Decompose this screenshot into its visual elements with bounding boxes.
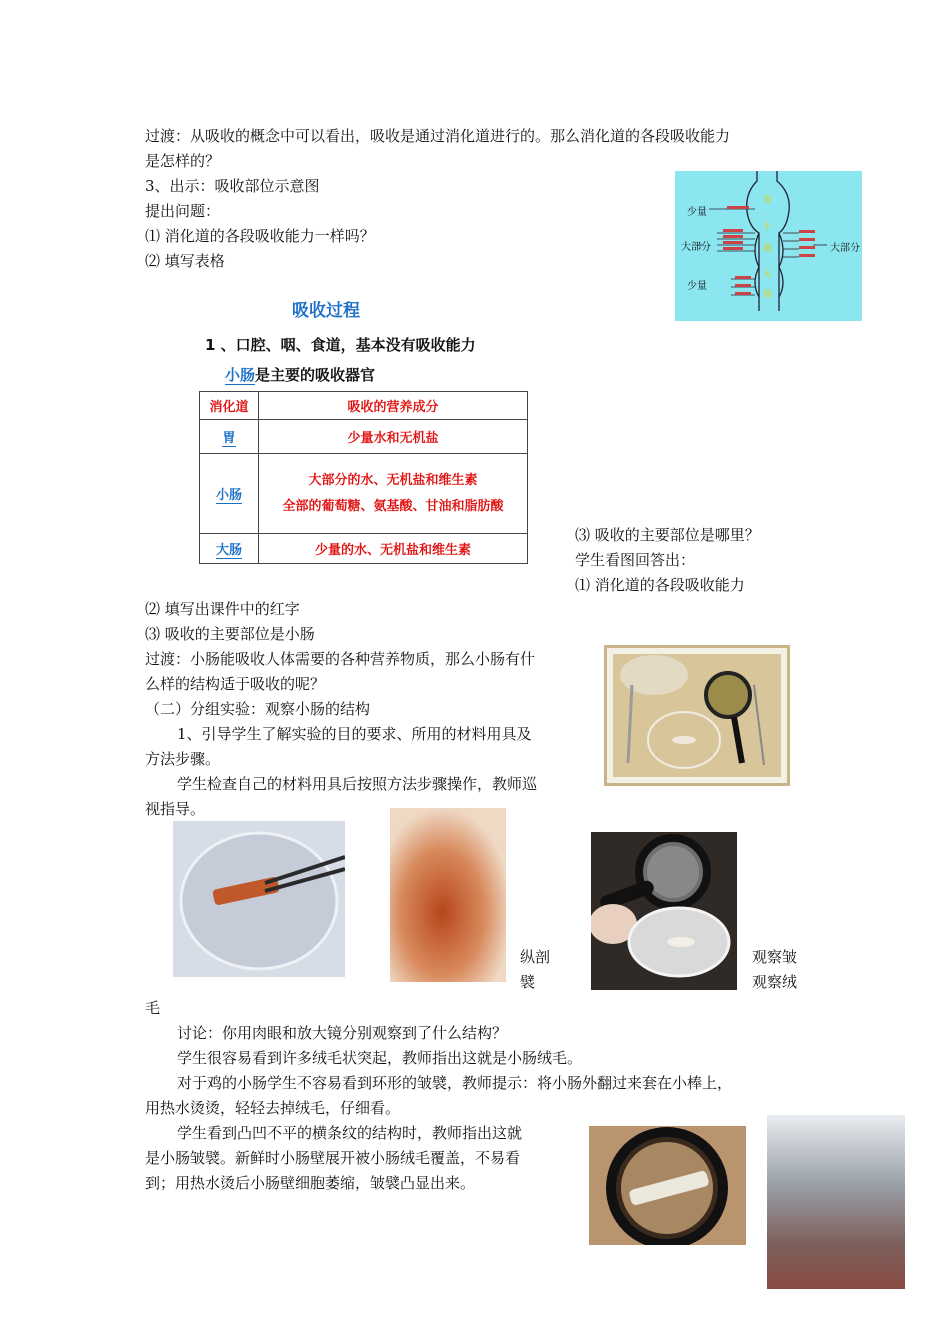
diagram-label-right-1: 大部分 (830, 243, 860, 254)
ask-question-line: 提出问题： (145, 202, 221, 220)
guide-line1: 1、引导学生了解实验的目的要求、所用的材料用具及 (177, 725, 532, 743)
slide-main-point (225, 364, 375, 385)
table-cell-line: 大部分的水、无机盐和维生素 (308, 472, 478, 488)
magnifier-rod-drawing (589, 1126, 746, 1245)
villi-line: 学生很容易看到许多绒毛状突起，教师指出这就是小肠绒毛。 (177, 1049, 583, 1067)
magnifier-rod-photo (589, 1126, 746, 1245)
answer-2: ⑵ 填写出课件中的红字 (145, 600, 300, 618)
fold-hint-line2: 用热水烫烫，轻轻去掉绒毛，仔细看。 (145, 1099, 401, 1117)
dish-tweezers-drawing (173, 821, 345, 977)
table-header-nutrients: 吸收的营养成分 (259, 392, 528, 420)
answer-1: ⑴ 消化道的各段吸收能力 (575, 576, 745, 594)
show-diagram-line: 3、出示：吸收部位示意图 (145, 177, 320, 195)
caption-tail: 毛 (145, 999, 161, 1017)
absorption-table (199, 391, 528, 564)
check-line1: 学生检查自己的材料用具后按照方法步骤操作，教师巡 (177, 775, 538, 793)
diagram-organ-stomach: 胃 (763, 196, 773, 206)
table-cell-organ: 小肠 (200, 454, 259, 534)
student-answer-line: 学生看图回答出： (575, 551, 696, 569)
table-cell-organ: 胃 (200, 420, 259, 454)
answer-3: ⑶ 吸收的主要部位是小肠 (145, 625, 315, 643)
table-row (200, 420, 528, 454)
petri-dish-tweezers-photo (173, 821, 345, 977)
diagram-label-left-3: 少量 (687, 281, 707, 292)
magnifier-dish-drawing (591, 832, 737, 990)
diagram-label-left-2: 大部分 (681, 242, 711, 253)
slide-point-1: 1 、口腔、咽、食道，基本没有吸收能力 (205, 336, 476, 354)
see-folds-line3: 到；用热水烫后小肠壁细胞萎缩，皱襞凸显出来。 (145, 1174, 476, 1192)
intestine-closeup-drawing (390, 808, 506, 982)
table-row (200, 454, 528, 534)
slide-main-highlight: 小肠 (225, 366, 256, 384)
blurred-photo-drawing (767, 1115, 905, 1289)
slide-main-rest: 是主要的吸收器官 (255, 366, 376, 384)
table-header-organ: 消化道 (200, 392, 259, 420)
question-2: ⑵ 填写表格 (145, 252, 225, 270)
table-cell-nutrients: 少量的水、无机盐和维生素 (259, 534, 528, 564)
question-3: ⑶ 吸收的主要部位是哪里？ (575, 526, 760, 544)
question-1: ⑴ 消化道的各段吸收能力一样吗？ (145, 227, 375, 245)
see-folds-line1: 学生看到凸凹不平的横条纹的结构时，教师指出这就 (177, 1124, 523, 1142)
transition-paragraph-line2: 是怎样的？ (145, 152, 221, 170)
table-header-row (200, 392, 528, 420)
tray-drawing (604, 645, 790, 786)
magnifier-petri-dish-photo (591, 832, 737, 990)
transition-paragraph-line1: 过渡：从吸收的概念中可以看出，吸收是通过消化道进行的。那么消化道的各段吸收能力 (145, 127, 731, 145)
caption-left-line1: 纵剖 (520, 948, 551, 966)
diagram-organ-small-2: 肠 (763, 244, 773, 254)
discussion-line: 讨论：你用肉眼和放大镜分别观察到了什么结构？ (177, 1024, 508, 1042)
diagram-organ-large-2: 肠 (763, 290, 773, 300)
transition2-line1: 过渡：小肠能吸收人体需要的各种营养物质，那么小肠有什 (145, 650, 536, 668)
slide-title: 吸收过程 (292, 301, 360, 321)
fold-hint-line1: 对于鸡的小肠学生不容易看到环形的皱襞，教师提示：将小肠外翻过来套在小棒上， (177, 1074, 733, 1092)
table-cell-organ: 大肠 (200, 534, 259, 564)
caption-right-line2: 观察绒 (752, 973, 798, 991)
experiment-tray-photo (604, 645, 790, 786)
table-cell-nutrients (259, 454, 528, 534)
caption-left-line2: 襞 (520, 973, 536, 991)
blurred-photo (767, 1115, 905, 1289)
caption-right-line1: 观察皱 (752, 948, 798, 966)
guide-line2: 方法步骤。 (145, 750, 221, 768)
absorption-site-diagram (675, 171, 862, 321)
diagram-organ-large-1: 大 (763, 270, 773, 280)
see-folds-line2: 是小肠皱襞。新鲜时小肠壁展开被小肠绒毛覆盖，不易看 (145, 1149, 521, 1167)
check-line2: 视指导。 (145, 800, 206, 818)
table-cell-line: 全部的葡萄糖、氨基酸、甘油和脂肪酸 (282, 498, 504, 514)
diagram-label-left-1: 少量 (687, 207, 707, 218)
section-heading-experiment: （二）分组实验：观察小肠的结构 (145, 700, 371, 718)
table-row (200, 534, 528, 564)
transition2-line2: 么样的结构适于吸收的呢？ (145, 675, 326, 693)
table-cell-nutrients: 少量水和无机盐 (259, 420, 528, 454)
intestine-closeup-photo (390, 808, 506, 982)
diagram-organ-small-1: 小 (763, 222, 773, 232)
